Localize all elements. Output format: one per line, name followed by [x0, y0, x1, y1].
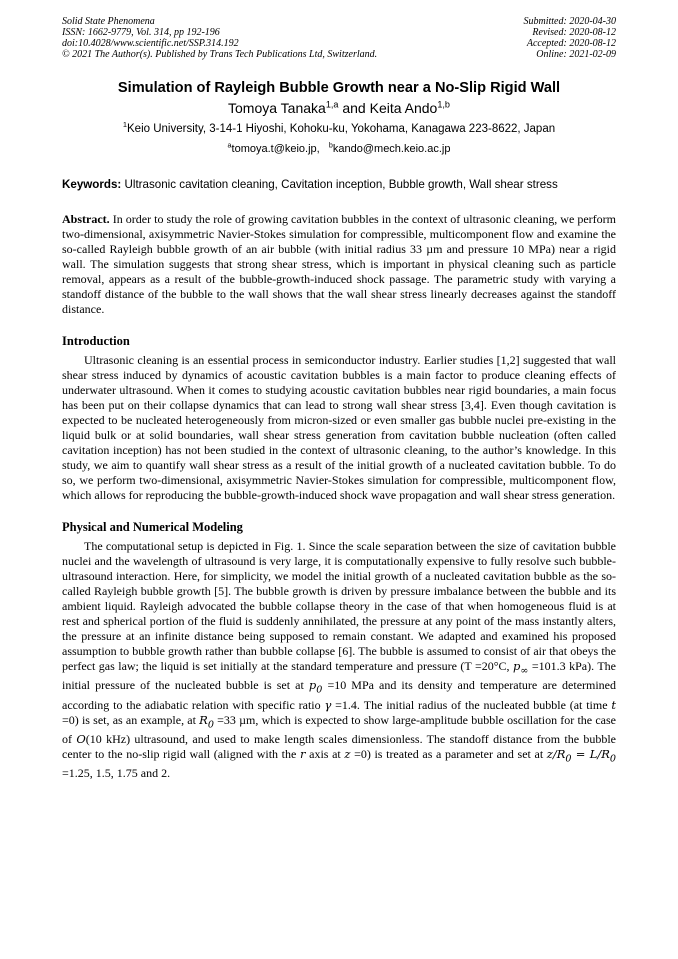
author-1-affil: 1,a [325, 99, 339, 110]
affiliation-mark: 1 [122, 120, 128, 130]
author-emails [62, 143, 616, 155]
modeling-heading: Physical and Numerical Modeling [62, 520, 243, 534]
email-a[interactable]: tomoya.t@keio.jp, [231, 143, 320, 155]
math-z: z [344, 746, 351, 761]
email-b-mark: b [328, 141, 333, 150]
math-r-axis: r [299, 746, 306, 761]
journal-header [62, 16, 616, 60]
journal-doi[interactable]: doi:10.4028/www.scientific.net/SSP.314.192 [62, 38, 239, 49]
keywords [62, 178, 616, 191]
affiliation [62, 120, 616, 135]
math-gamma: γ [324, 697, 332, 712]
journal-name: Solid State Phenomena [62, 16, 155, 27]
journal-issn: ISSN: 1662-9779, Vol. 314, pp 192-196 [62, 27, 220, 38]
date-online: Online: 2021-02-09 [536, 49, 616, 60]
abstract [62, 212, 616, 317]
math-standoff: $z/R_0 = L/R_0$ [546, 746, 616, 765]
date-submitted: Submitted: 2020-04-30 [523, 16, 616, 27]
introduction-paragraph: Ultrasonic cleaning is an essential process in semiconductor industry. Earlier studies [1,2] suggested that wall shear stress induced by dynamics of acoustic cavitation bubbles is a main factor to produce cleaning effects of underwater ultrasound. When it comes to studying acoustic cavitation bubbles near rigid boundaries, a main focus has been put on their collapse dynamics that can lead to strong wall shear stress [3,4]. Even though cavitation is expected to be nucleated heterogeneously from micron-sized or even smaller gas bubble nuclei pre-existing in the liquid bulk or at solid boundaries, wall shear stress generation from cavitation bubble nucleation (often called cavitation inception) has not been studied in the context of ultrasonic cleaning, to the author’s knowledge. In this study, we aim to quantify wall shear stress as a result of the initial growth of a nucleated cavitation bubble. To do so, we perform two-dimensional, axisymmetric Navier-Stokes simulation for compressible, multicomponent flow, which allows for reproducing the bubble-growth-induced shock wave propagation and wall shear stress generation. [62, 353, 616, 502]
paper-title: Simulation of Rayleigh Bubble Growth near a No-Slip Rigid Wall [117, 80, 561, 96]
affiliation-text: Keio University, 3-14-1 Hiyoshi, Kohoku-ku, Yokohama, Kanagawa 223-8622, Japan [127, 123, 556, 135]
date-revised: Revised: 2020-08-12 [532, 27, 616, 38]
journal-copyright: © 2021 The Author(s). Published by Trans Tech Publications Ltd, Switzerland. [62, 49, 378, 60]
publication-dates [524, 16, 617, 60]
math-p-infinity: $p_\infty$ [513, 659, 529, 677]
abstract-label: Abstract. [62, 212, 110, 226]
introduction-heading: Introduction [62, 334, 130, 348]
keywords-label: Keywords: [62, 178, 122, 191]
journal-info [62, 16, 377, 60]
email-a-mark: a [227, 141, 232, 150]
abstract-text: In order to study the role of growing cavitation bubbles in the context of ultrasonic cleaning, we perform two-dimensional, axisymmetric Navier-Stokes simulation for compressible, multicomponent flow and examine the so-called Rayleigh bubble growth of an air bubble (with initial radius 33 µm and pressure 10 MPa) near a rigid wall. The simulation suggests that strong shear stress, which is important in physical cleaning such as particle removal, appears as a result of the bubble-growth-induced shock passage. The parametric study with varying a standoff distance of the bubble to the wall shows that the wall shear stress linearly decreases against the standoff distance. [62, 212, 616, 316]
author-line [62, 100, 616, 116]
math-t: t [611, 697, 616, 712]
math-p0: $p_0$ [308, 678, 323, 696]
author-conjunction: and [338, 100, 370, 116]
author-2: Keita Ando [369, 100, 438, 116]
math-r0: $R_0$ [199, 712, 214, 730]
math-big-o: O [76, 731, 86, 746]
author-1: Tomoya Tanaka [228, 100, 326, 116]
author-2-affil: 1,b [437, 99, 450, 110]
date-accepted: Accepted: 2020-08-12 [526, 38, 616, 49]
modeling-paragraph: The computational setup is depicted in Fig. 1. Since the scale separation between the size of cavitation bubble nuclei and the wavelength of ultrasound is very large, it is computationally expensive to fully resolve such bubble-ultrasound interaction. Here, for simplicity, we model the initial growth of a nucleated cavitation bubble as the so-called Rayleigh bubble growth [5]. The bubble growth is driven by pressure imbalance between the bubble and its ambient liquid. Rayleigh advocated the bubble collapse theory in the case of that when homogeneous fluid is at rest and spherical portion of the fluid is suddenly annihilated, the pressure at any point of the mass instantly alters, the pressure at an infinite distance being supposed to remain constant. We adapted and examined his proposed assumption to bubble growth rather than bubble collapse [6]. The bubble is assumed to consist of air that obeys the perfect gas law; the liquid is set initially at the standard temperature and pressure (T =20°C, $p_\infty =101.3$ kPa). The initial pressure of the nucleated bubble is set at $p_0 =10$ MPa and its density and temperature are determined according to the adiabatic relation with specific ratio γ =1.4. The initial radius of the nucleated bubble (at time t =0) is set, as an example, at $R_0 =33$ µm, which is expected to show large-amplitude bubble oscillation for the case of O(10 kHz) ultrasound, and used to make length scales dimensionless. The standoff distance from the bubble center to the no-slip rigid wall (aligned with the r axis at z =0) is treated as a parameter and set at $z/R_0 = L/R_0 =1.25$, 1.5, 1.75 and 2. [62, 539, 617, 781]
email-b[interactable]: kando@mech.keio.ac.jp [332, 143, 451, 155]
keywords-text: Ultrasonic cavitation cleaning, Cavitation inception, Bubble growth, Wall shear stress [121, 178, 558, 191]
